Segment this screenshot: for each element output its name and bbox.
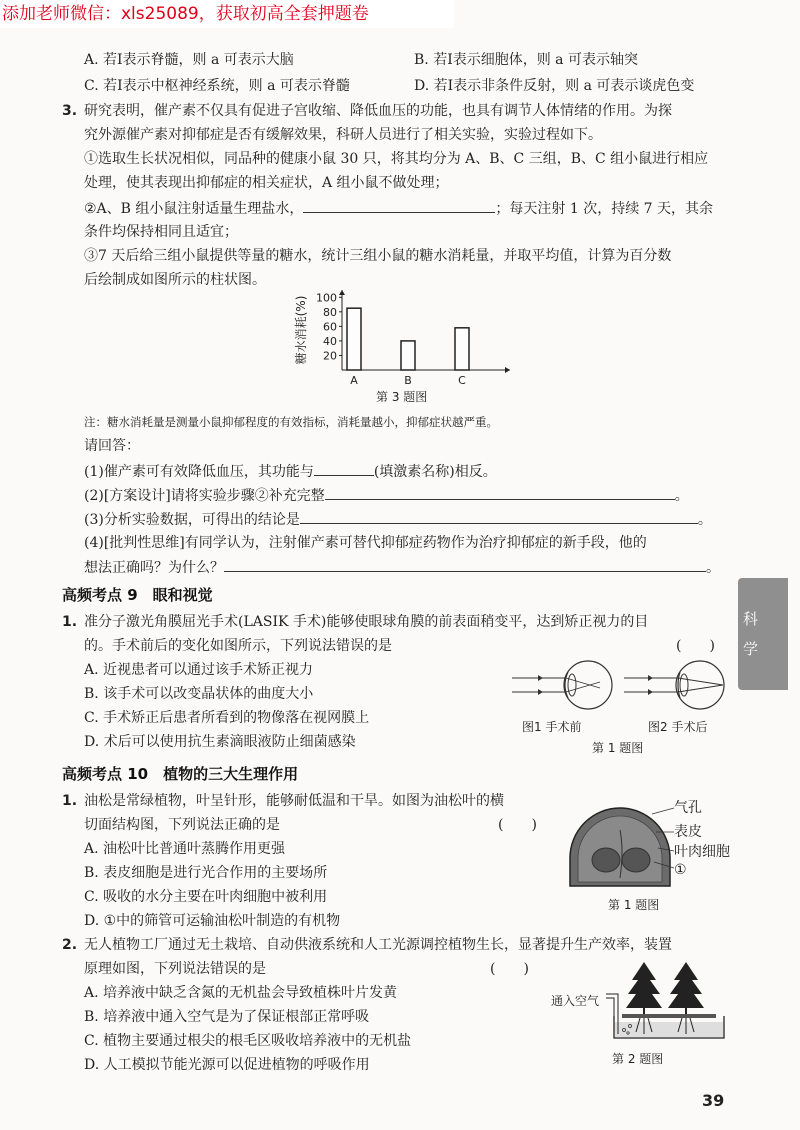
chart-x-tick-label: B	[404, 374, 412, 387]
eye-after-surgery	[624, 661, 724, 709]
leaf-label-1: ①	[674, 862, 687, 878]
sec9-q1-answer-paren[interactable]: ( )	[676, 638, 715, 654]
q3-sub2-text: (2)[方案设计]请将实验步骤②补充完整	[84, 488, 325, 504]
chart-y-axis-arrow	[339, 290, 345, 295]
leaf-label-leader-lines	[650, 802, 676, 878]
q3-step2-line1	[84, 198, 713, 219]
sec10-q2-option-d: D. 人工模拟节能光源可以促进植物的呼吸作用	[84, 1057, 370, 1073]
q3-ask: 请回答：	[84, 438, 140, 454]
option-c: C. 若Ⅰ表示中枢神经系统，则 a 可表示脊髓	[84, 78, 350, 94]
q3-step2-pre: ②A、B 组小鼠注射适量生理盐水，	[84, 201, 304, 217]
tray	[622, 1014, 716, 1018]
tree-right-icon	[668, 962, 704, 1016]
chart-y-tick-label: 60	[323, 320, 337, 334]
q3-figure-caption: 第 3 题图	[376, 390, 428, 404]
sec10-q2-option-c: C. 植物主要通过根尖的根毛区吸收培养液中的无机盐	[84, 1033, 412, 1049]
option-d: D. 若Ⅰ表示非条件反射，则 a 可表示谈虎色变	[414, 78, 695, 94]
q3-step2-blank[interactable]	[303, 198, 495, 213]
chart-y-tick-label: 40	[323, 334, 337, 348]
eye-fig1-label: 图1 手术前	[522, 720, 582, 734]
q3-sub4-line2	[84, 557, 720, 578]
hydroponic-apparatus	[604, 958, 730, 1044]
nutrient-solution	[615, 1022, 723, 1037]
sec10-q1-line2: 切面结构图，下列说法正确的是	[84, 817, 280, 833]
sec9-q1-option-a: A. 近视患者可以通过该手术矫正视力	[84, 662, 314, 678]
sec9-q1-line2: 的。手术前后的变化如图所示，下列说法错误的是	[84, 638, 392, 654]
q3-step2-post: ；每天注射 1 次，持续 7 天，其余	[495, 201, 714, 217]
chart-y-tick-label: 100	[316, 291, 337, 305]
sec10-q2-line2: 原理如图，下列说法错误的是	[84, 961, 266, 977]
sec9-q1-option-d: D. 术后可以使用抗生素滴眼液防止细菌感染	[84, 734, 356, 750]
side-tab-char2: 学	[743, 640, 759, 658]
eye-before-surgery	[512, 661, 612, 709]
q3-step3-line1: ③7 天后给三组小鼠提供等量的糖水，统计三组小鼠的糖水消耗量，并取平均值，计算为百分数	[84, 248, 672, 264]
q3-step3-line2: 后绘制成如图所示的柱状图。	[84, 272, 266, 288]
q3-note: 注：糖水消耗量是测量小鼠抑郁程度的有效指标，消耗量越小，抑郁症状越严重。	[84, 415, 498, 429]
sec10-q1-option-c: C. 吸收的水分主要在叶肉细胞中被利用	[84, 889, 328, 905]
sec9-q1-option-b: B. 该手术可以改变晶状体的曲度大小	[84, 686, 314, 702]
q3-sub1	[84, 461, 497, 482]
sec9-figure-caption: 第 1 题图	[592, 741, 644, 755]
q3-sub1-blank[interactable]	[314, 461, 374, 476]
q3-step2-line2: 条件均保持相同且适宜；	[84, 224, 238, 240]
sec10-q2-line1: 无人植物工厂通过无土栽培、自动供液系统和人工光源调控植物生长，显著提升生产效率，装置	[84, 937, 672, 953]
air-inlet-label: 通入空气	[551, 994, 600, 1008]
q3-sub2-blank[interactable]	[325, 485, 675, 500]
q3-sub4-period: 。	[706, 560, 720, 576]
chart-x-tick-label: A	[350, 374, 358, 387]
q3-step1-line2: 处理，使其表现出抑郁症的相关症状，A 组小鼠不做处理；	[84, 175, 449, 191]
q3-stem-line2: 究外源催产素对抑郁症是否有缓解效果，科研人员进行了相关实验，实验过程如下。	[84, 127, 602, 143]
leaf-label-mesophyll: 叶肉细胞	[674, 844, 730, 860]
q3-sub4-text: 想法正确吗？为什么？	[84, 560, 224, 576]
sec10-q1-figure-caption: 第 1 题图	[608, 898, 660, 912]
q3-sub2	[84, 485, 689, 506]
sec10-q1-number: 1.	[62, 793, 78, 809]
q3-sub2-period: 。	[674, 488, 689, 504]
q3-sub4-blank[interactable]	[224, 557, 706, 572]
chart-bar-B	[401, 341, 415, 370]
sec9-q1-line1: 准分子激光角膜屈光手术(LASIK 手术)能够使眼球角膜的前表面稍变平，达到矫正视力的目	[84, 614, 649, 630]
sec10-q1-answer-paren[interactable]: ( )	[498, 817, 537, 833]
sec10-q1-option-b: B. 表皮细胞是进行光合作用的主要场所	[84, 865, 328, 881]
subject-side-tab	[738, 578, 788, 690]
sec10-q1-option-d: D. ①中的筛管可运输油松叶制造的有机物	[84, 913, 341, 929]
q3-number: 3.	[62, 103, 78, 119]
q3-sub1-post: (填激素名称)相反。	[373, 464, 497, 480]
q3-step1-line1: ①选取生长状况相似，同品种的健康小鼠 30 只，将其均分为 A、B、C 三组，B、C 组小鼠进行相应	[84, 151, 709, 167]
side-tab-char1: 科	[743, 610, 759, 628]
q3-sub3	[84, 509, 712, 530]
leaf-label-epidermis: 表皮	[674, 824, 702, 840]
sec9-q1-number: 1.	[62, 614, 78, 630]
sec10-q2-answer-paren[interactable]: ( )	[490, 961, 529, 977]
chart-x-axis-arrow	[505, 367, 510, 373]
q3-stem-line1: 研究表明，催产素不仅具有促进子宫收缩、降低血压的功能，也具有调节人体情绪的作用。为探	[84, 103, 672, 119]
sec10-q2-option-b: B. 培养液中通入空气是为了保证根部正常呼吸	[84, 1009, 370, 1025]
sec9-q1-option-c: C. 手术矫正后患者所看到的物像落在视网膜上	[84, 710, 370, 726]
section-9-title: 高频考点 9 眼和视觉	[62, 586, 213, 604]
chart-bar-A	[347, 308, 361, 370]
chart-x-tick-label: C	[458, 374, 466, 387]
sec10-q2-number: 2.	[62, 937, 78, 953]
q3-sub3-blank[interactable]	[300, 509, 698, 524]
option-b: B. 若Ⅰ表示细胞体，则 a 可表示轴突	[414, 52, 638, 68]
leaf-label-stoma: 气孔	[674, 800, 702, 816]
option-a: A. 若Ⅰ表示脊髓，则 a 可表示大脑	[84, 52, 294, 68]
q3-sub1-pre: (1)催产素可有效降低血压，其功能与	[84, 464, 314, 480]
eye-fig2-label: 图2 手术后	[648, 720, 708, 734]
q3-sub3-period: 。	[697, 512, 712, 528]
page-number: 39	[702, 1091, 725, 1110]
q3-sub4-line1: (4)[批判性思维]有同学认为，注射催产素可替代抑郁症药物作为治疗抑郁症的新手段，他的	[84, 535, 647, 551]
q3-sub3-text: (3)分析实验数据，可得出的结论是	[84, 512, 300, 528]
sugar-consumption-bar-chart	[290, 290, 530, 390]
chart-y-tick-label: 80	[323, 305, 337, 319]
chart-y-tick-label: 20	[323, 349, 337, 363]
watermark-banner: 添加老师微信：xls25089，获取初高全套押题卷	[0, 0, 454, 28]
eye-diagrams	[508, 658, 730, 714]
sec10-q1-option-a: A. 油松叶比普通叶蒸腾作用更强	[84, 841, 286, 857]
sec10-q2-option-a: A. 培养液中缺乏含氮的无机盐会导致植株叶片发黄	[84, 985, 398, 1001]
tree-left-icon	[626, 962, 662, 1016]
chart-y-axis-label: 糖水消耗(%)	[294, 295, 308, 365]
chart-bar-C	[455, 328, 469, 370]
sec10-q1-line1: 油松是常绿植物，叶呈针形，能够耐低温和干旱。如图为油松叶的横	[84, 793, 504, 809]
sec10-q2-figure-caption: 第 2 题图	[612, 1052, 664, 1066]
section-10-title: 高频考点 10 植物的三大生理作用	[62, 765, 299, 783]
